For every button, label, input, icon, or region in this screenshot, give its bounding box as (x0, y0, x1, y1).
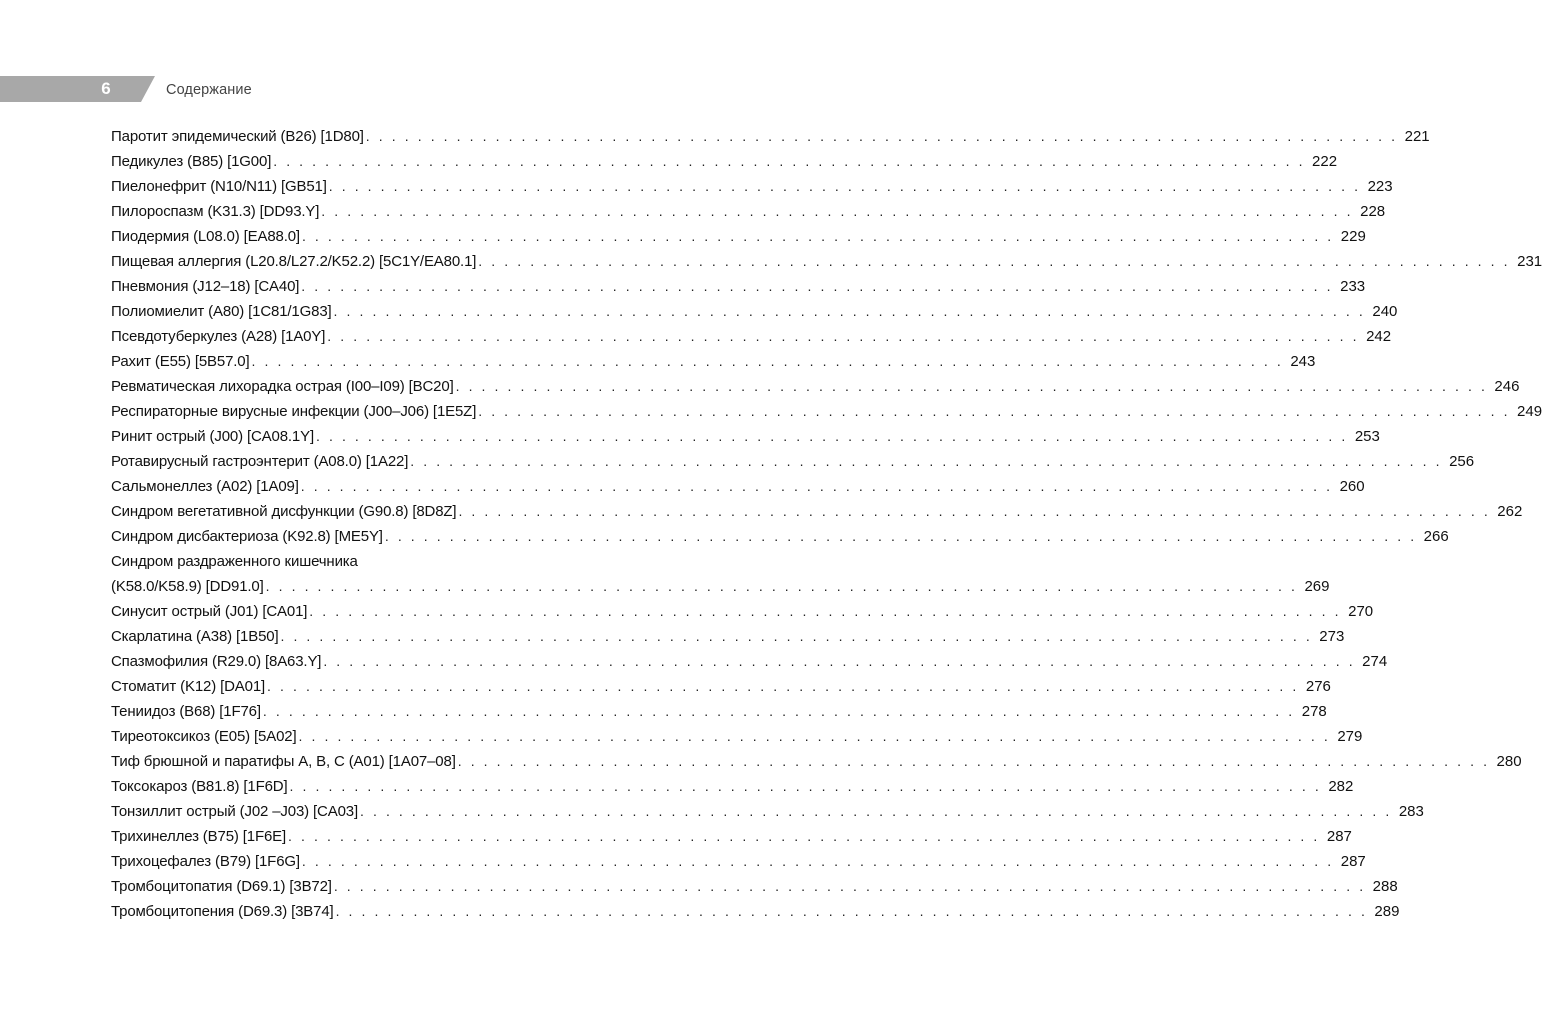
table-of-contents (111, 124, 1542, 924)
toc-entry (111, 399, 1542, 424)
toc-entry-row (111, 124, 1430, 149)
toc-entry-page: 278 (1301, 703, 1327, 720)
dot-leader: . . . . . . . . . . . . . . . . . . . . . . . . . . . . . . . . . . . . . . . . . . . . . . . . . . . . . . . . . . . . . . . . . . . . . . . . . . . . . . . . (251, 353, 1284, 369)
page-number: 6 (101, 79, 111, 98)
toc-entry-title: Токсокароз (B81.8) [1F6D] (111, 778, 288, 795)
toc-entry-title: Пневмония (J12–18) [CA40] (111, 278, 300, 295)
toc-entry-row (111, 524, 1449, 549)
toc-entry (111, 499, 1523, 524)
toc-entry-title: Тонзиллит острый (J02 –J03) [CA03] (111, 803, 358, 820)
toc-entry-row (111, 849, 1366, 874)
toc-entry-row (111, 624, 1345, 649)
dot-leader: . . . . . . . . . . . . . . . . . . . . . . . . . . . . . . . . . . . . . . . . . . . . . . . . . . . . . . . . . . . . . . . . . . . . . . . . . . . . . . . . (265, 578, 1298, 594)
toc-entry-page: 262 (1497, 503, 1523, 520)
dot-leader: . . . . . . . . . . . . . . . . . . . . . . . . . . . . . . . . . . . . . . . . . . . . . . . . . . . . . . . . . . . . . . . . . . . . . . . . . . . . . . . . (384, 528, 1417, 544)
toc-entry-row (111, 649, 1388, 674)
toc-entry-title: Тиф брюшной и паратифы A, B, C (A01) [1A07–08] (111, 753, 456, 770)
toc-entry-row (111, 274, 1366, 299)
dot-leader: . . . . . . . . . . . . . . . . . . . . . . . . . . . . . . . . . . . . . . . . . . . . . . . . . . . . . . . . . . . . . . . . . . . . . . . . . . . . . . . . (327, 328, 1360, 344)
toc-entry-page: 283 (1398, 803, 1424, 820)
toc-entry-title: (K58.0/K58.9) [DD91.0] (111, 578, 264, 595)
toc-entry-title: Тромбоцитопения (D69.3) [3B74] (111, 903, 334, 920)
dot-leader: . . . . . . . . . . . . . . . . . . . . . . . . . . . . . . . . . . . . . . . . . . . . . . . . . . . . . . . . . . . . . . . . . . . . . . . . . . . . . . . . (335, 903, 1368, 919)
toc-entry-page: 279 (1337, 728, 1363, 745)
toc-entry-page: 274 (1362, 653, 1388, 670)
toc-entry (111, 474, 1365, 499)
section-title: Содержание (166, 82, 252, 98)
dot-leader: . . . . . . . . . . . . . . . . . . . . . . . . . . . . . . . . . . . . . . . . . . . . . . . . . . . . . . . . . . . . . . . . . . . . . . . . . . . . . . . . (301, 278, 1334, 294)
toc-entry (111, 749, 1522, 774)
dot-leader: . . . . . . . . . . . . . . . . . . . . . . . . . . . . . . . . . . . . . . . . . . . . . . . . . . . . . . . . . . . . . . . . . . . . . . . . . . . . . . . . (365, 128, 1398, 144)
toc-entry-row (111, 474, 1365, 499)
toc-entry-title: Синдром дисбактериоза (K92.8) [ME5Y] (111, 528, 383, 545)
toc-entry-row (111, 599, 1374, 624)
dot-leader: . . . . . . . . . . . . . . . . . . . . . . . . . . . . . . . . . . . . . . . . . . . . . . . . . . . . . . . . . . . . . . . . . . . . . . . . . . . . . . . . (262, 703, 1295, 719)
toc-entry (111, 824, 1352, 849)
toc-entry-row (111, 424, 1380, 449)
toc-entry-row (111, 799, 1424, 824)
toc-entry-title: Синдром вегетативной дисфункции (G90.8) [8D8Z] (111, 503, 457, 520)
toc-entry-page: 221 (1404, 128, 1430, 145)
toc-entry-row (111, 174, 1393, 199)
toc-entry-row (111, 149, 1338, 174)
toc-entry-page: 246 (1494, 378, 1520, 395)
dot-leader: . . . . . . . . . . . . . . . . . . . . . . . . . . . . . . . . . . . . . . . . . . . . . . . . . . . . . . . . . . . . . . . . . . . . . . . . . . . . . . . . (300, 478, 1333, 494)
toc-entry (111, 674, 1331, 699)
toc-entry-page: 231 (1517, 253, 1542, 270)
toc-entry-row (111, 499, 1523, 524)
toc-entry (111, 374, 1520, 399)
toc-entry-title: Паротит эпидемический (B26) [1D80] (111, 128, 364, 145)
toc-entry (111, 274, 1366, 299)
dot-leader: . . . . . . . . . . . . . . . . . . . . . . . . . . . . . . . . . . . . . . . . . . . . . . . . . . . . . . . . . . . . . . . . . . . . . . . . . . . . . . . . (298, 728, 1331, 744)
toc-entry-page: 256 (1449, 453, 1475, 470)
toc-entry (111, 174, 1393, 199)
toc-entry-title-line1: Синдром раздраженного кишечника (111, 553, 358, 570)
toc-entry-page: 289 (1374, 903, 1400, 920)
dot-leader: . . . . . . . . . . . . . . . . . . . . . . . . . . . . . . . . . . . . . . . . . . . . . . . . . . . . . . . . . . . . . . . . . . . . . . . . . . . . . . . . (359, 803, 1392, 819)
toc-entry-title: Тромбоцитопатия (D69.1) [3B72] (111, 878, 332, 895)
toc-entry-row (111, 724, 1363, 749)
toc-entry-page: 287 (1340, 853, 1366, 870)
toc-entry (111, 424, 1380, 449)
toc-entry (111, 774, 1354, 799)
toc-entry-row (111, 324, 1392, 349)
toc-entry-page: 222 (1312, 153, 1338, 170)
toc-entry-page: 287 (1326, 828, 1352, 845)
toc-entry-page: 288 (1372, 878, 1398, 895)
toc-entry-page: 233 (1340, 278, 1366, 295)
header-band-shape (0, 76, 155, 102)
toc-entry-row (111, 774, 1354, 799)
toc-entry-row (111, 349, 1316, 374)
toc-entry-page: 282 (1328, 778, 1354, 795)
toc-entry-page: 223 (1367, 178, 1393, 195)
toc-entry-page: 242 (1366, 328, 1392, 345)
toc-entry (111, 724, 1363, 749)
toc-entry (111, 599, 1374, 624)
toc-entry-title: Тиреотоксикоз (E05) [5A02] (111, 728, 297, 745)
toc-entry (111, 699, 1327, 724)
toc-entry (111, 849, 1366, 874)
toc-entry-row (111, 749, 1522, 774)
toc-entry (111, 899, 1400, 924)
toc-entry (111, 649, 1388, 674)
dot-leader: . . . . . . . . . . . . . . . . . . . . . . . . . . . . . . . . . . . . . . . . . . . . . . . . . . . . . . . . . . . . . . . . . . . . . . . . . . . . . . . . (273, 153, 1306, 169)
toc-entry-page: 249 (1517, 403, 1542, 420)
toc-entry-title: Ревматическая лихорадка острая (I00–I09) [BC20] (111, 378, 454, 395)
toc-entry (111, 299, 1398, 324)
dot-leader: . . . . . . . . . . . . . . . . . . . . . . . . . . . . . . . . . . . . . . . . . . . . . . . . . . . . . . . . . . . . . . . . . . . . . . . . . . . . . . . . (328, 178, 1361, 194)
toc-entry-title: Пищевая аллергия (L20.8/L27.2/K52.2) [5C1Y/EA80.1] (111, 253, 477, 270)
toc-entry-title: Скарлатина (A38) [1B50] (111, 628, 279, 645)
toc-entry-title: Трихоцефалез (B79) [1F6G] (111, 853, 300, 870)
toc-entry-title: Педикулез (B85) [1G00] (111, 153, 272, 170)
dot-leader: . . . . . . . . . . . . . . . . . . . . . . . . . . . . . . . . . . . . . . . . . . . . . . . . . . . . . . . . . . . . . . . . . . . . . . . . . . . . . . . . (288, 828, 1320, 844)
toc-entry-row (111, 224, 1366, 249)
toc-entry (111, 149, 1338, 174)
toc-entry-title: Ринит острый (J00) [CA08.1Y] (111, 428, 314, 445)
dot-leader: . . . . . . . . . . . . . . . . . . . . . . . . . . . . . . . . . . . . . . . . . . . . . . . . . . . . . . . . . . . . . . . . . . . . . . . . . . . . . . . . (309, 603, 1342, 619)
dot-leader: . . . . . . . . . . . . . . . . . . . . . . . . . . . . . . . . . . . . . . . . . . . . . . . . . . . . . . . . . . . . . . . . . . . . . . . . . . . . . . . . (457, 753, 1490, 769)
toc-entry (111, 874, 1398, 899)
toc-entry (111, 524, 1449, 549)
toc-entry-title: Рахит (E55) [5B57.0] (111, 353, 250, 370)
toc-entry-title: Синусит острый (J01) [CA01] (111, 603, 308, 620)
header-band (0, 76, 155, 102)
toc-entry-title: Полиомиелит (A80) [1C81/1G83] (111, 303, 332, 320)
dot-leader: . . . . . . . . . . . . . . . . . . . . . . . . . . . . . . . . . . . . . . . . . . . . . . . . . . . . . . . . . . . . . . . . . . . . . . . . . . . . . . . . (333, 303, 1366, 319)
toc-entry-page: 240 (1372, 303, 1398, 320)
toc-entry (111, 799, 1424, 824)
toc-entry-row (111, 249, 1542, 274)
toc-entry (111, 449, 1475, 474)
dot-leader: . . . . . . . . . . . . . . . . . . . . . . . . . . . . . . . . . . . . . . . . . . . . . . . . . . . . . . . . . . . . . . . . . . . . . . . . . . . . . . . . (301, 228, 1334, 244)
dot-leader: . . . . . . . . . . . . . . . . . . . . . . . . . . . . . . . . . . . . . . . . . . . . . . . . . . . . . . . . . . . . . . . . . . . . . . . . . . . . . . . . (323, 653, 1356, 669)
toc-entry-page: 276 (1305, 678, 1331, 695)
toc-entry-page: 253 (1354, 428, 1380, 445)
toc-entry-row (111, 449, 1475, 474)
toc-entry-title: Пиодермия (L08.0) [EA88.0] (111, 228, 300, 245)
dot-leader: . . . . . . . . . . . . . . . . . . . . . . . . . . . . . . . . . . . . . . . . . . . . . . . . . . . . . . . . . . . . . . . . . . . . . . . . . . . . . . . . (478, 253, 1511, 269)
toc-entry-title: Стоматит (K12) [DA01] (111, 678, 266, 695)
toc-entry-page: 273 (1319, 628, 1345, 645)
toc-entry-title: Ротавирусный гастроэнтерит (A08.0) [1A22] (111, 453, 409, 470)
toc-entry (111, 224, 1366, 249)
dot-leader: . . . . . . . . . . . . . . . . . . . . . . . . . . . . . . . . . . . . . . . . . . . . . . . . . . . . . . . . . . . . . . . . . . . . . . . . . . . . . . . . (315, 428, 1348, 444)
dot-leader: . . . . . . . . . . . . . . . . . . . . . . . . . . . . . . . . . . . . . . . . . . . . . . . . . . . . . . . . . . . . . . . . . . . . . . . . . . . . . . . . (267, 678, 1299, 694)
toc-entry-row (111, 299, 1398, 324)
toc-entry (111, 124, 1430, 149)
dot-leader: . . . . . . . . . . . . . . . . . . . . . . . . . . . . . . . . . . . . . . . . . . . . . . . . . . . . . . . . . . . . . . . . . . . . . . . . . . . . . . . . (280, 628, 1313, 644)
toc-entry-row (111, 674, 1331, 699)
toc-entry-row (111, 199, 1386, 224)
dot-leader: . . . . . . . . . . . . . . . . . . . . . . . . . . . . . . . . . . . . . . . . . . . . . . . . . . . . . . . . . . . . . . . . . . . . . . . . . . . . . . . . (321, 203, 1354, 219)
toc-entry-page: 260 (1339, 478, 1365, 495)
toc-entry-title: Респираторные вирусные инфекции (J00–J06) [1E5Z] (111, 403, 477, 420)
toc-entry-title: Трихинеллез (B75) [1F6E] (111, 828, 287, 845)
toc-entry-title: Сальмонеллез (A02) [1A09] (111, 478, 299, 495)
toc-entry-page: 280 (1496, 753, 1522, 770)
dot-leader: . . . . . . . . . . . . . . . . . . . . . . . . . . . . . . . . . . . . . . . . . . . . . . . . . . . . . . . . . . . . . . . . . . . . . . . . . . . . . . . . (410, 453, 1443, 469)
toc-entry-title: Псевдотуберкулез (A28) [1A0Y] (111, 328, 326, 345)
dot-leader: . . . . . . . . . . . . . . . . . . . . . . . . . . . . . . . . . . . . . . . . . . . . . . . . . . . . . . . . . . . . . . . . . . . . . . . . . . . . . . . . (455, 378, 1488, 394)
toc-entry-row (111, 824, 1352, 849)
dot-leader: . . . . . . . . . . . . . . . . . . . . . . . . . . . . . . . . . . . . . . . . . . . . . . . . . . . . . . . . . . . . . . . . . . . . . . . . . . . . . . . . (478, 403, 1511, 419)
dot-leader: . . . . . . . . . . . . . . . . . . . . . . . . . . . . . . . . . . . . . . . . . . . . . . . . . . . . . . . . . . . . . . . . . . . . . . . . . . . . . . . . (301, 853, 1334, 869)
toc-entry-row (111, 374, 1520, 399)
toc-entry (111, 349, 1316, 374)
toc-entry-page: 269 (1304, 578, 1330, 595)
toc-entry-title: Спазмофилия (R29.0) [8A63.Y] (111, 653, 322, 670)
toc-entry-title: Пиелонефрит (N10/N11) [GB51] (111, 178, 327, 195)
toc-entry-page: 228 (1360, 203, 1386, 220)
toc-entry (111, 624, 1345, 649)
toc-entry-page: 229 (1340, 228, 1366, 245)
toc-entry-row (111, 899, 1400, 924)
toc-entry-title: Пилороспазм (K31.3) [DD93.Y] (111, 203, 320, 220)
toc-entry-page: 243 (1290, 353, 1316, 370)
dot-leader: . . . . . . . . . . . . . . . . . . . . . . . . . . . . . . . . . . . . . . . . . . . . . . . . . . . . . . . . . . . . . . . . . . . . . . . . . . . . . . . . (289, 778, 1322, 794)
toc-entry-row (111, 399, 1542, 424)
toc-entry-row (111, 699, 1327, 724)
toc-entry (111, 249, 1542, 274)
toc-entry-page: 266 (1423, 528, 1449, 545)
toc-entry-title: Тениидоз (B68) [1F76] (111, 703, 261, 720)
toc-entry-page: 270 (1348, 603, 1374, 620)
toc-entry-row (111, 874, 1398, 899)
toc-entry (111, 324, 1392, 349)
toc-entry (111, 549, 1330, 599)
dot-leader: . . . . . . . . . . . . . . . . . . . . . . . . . . . . . . . . . . . . . . . . . . . . . . . . . . . . . . . . . . . . . . . . . . . . . . . . . . . . . . . . (333, 878, 1366, 894)
toc-entry (111, 199, 1386, 224)
toc-entry-row (111, 574, 1330, 599)
dot-leader: . . . . . . . . . . . . . . . . . . . . . . . . . . . . . . . . . . . . . . . . . . . . . . . . . . . . . . . . . . . . . . . . . . . . . . . . . . . . . . . . (458, 503, 1491, 519)
